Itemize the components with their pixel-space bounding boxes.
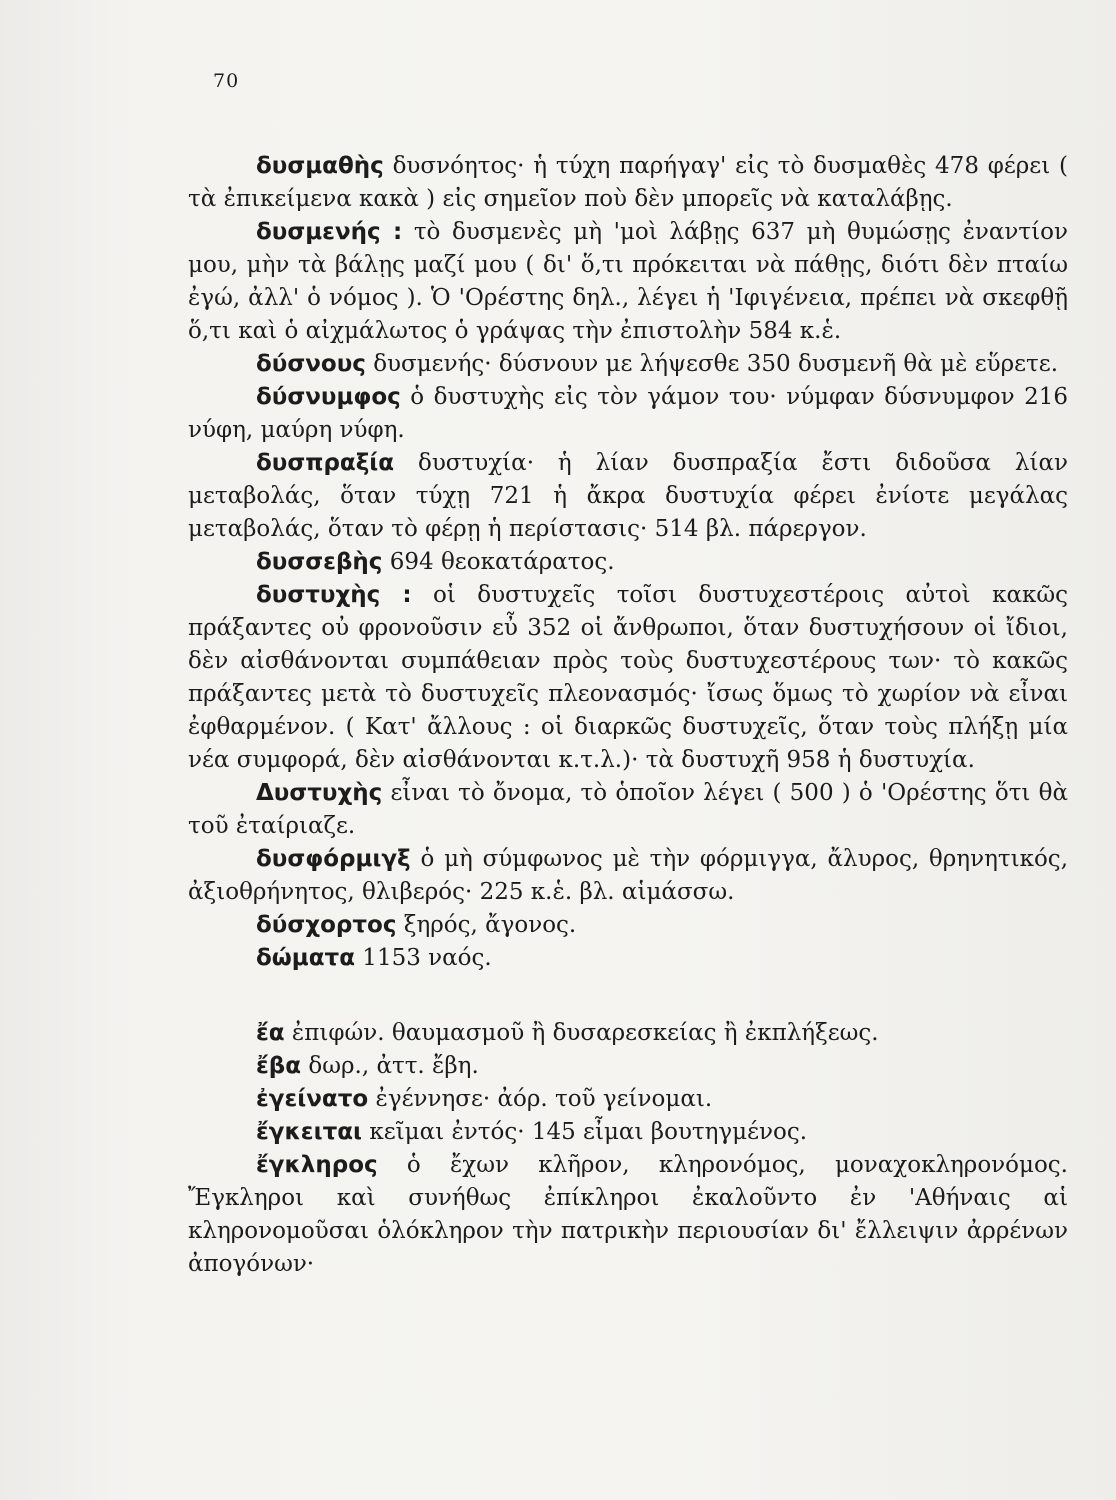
- definition: ἐγέννησε· ἀόρ. τοῦ γείνομαι.: [368, 1086, 713, 1112]
- entry-dysmenes: [188, 216, 1068, 348]
- headword: δυσμενής :: [256, 219, 403, 245]
- headword: δυσμαθὴς: [256, 153, 384, 179]
- headword: δυσσεβὴς: [256, 549, 383, 575]
- entry-ea: [188, 1017, 1068, 1050]
- entry-dysmathes: [188, 150, 1068, 216]
- headword: ἔγκειται: [256, 1119, 363, 1145]
- page-number: 70: [213, 70, 240, 92]
- entry-dyspraxia: [188, 447, 1068, 546]
- definition: 1153 ναός.: [355, 945, 492, 971]
- headword: δυστυχὴς :: [256, 582, 412, 608]
- entry-dysnous: [188, 348, 1068, 381]
- glossary-text: [188, 150, 1068, 1281]
- headword: δύσνυμφος: [256, 384, 401, 410]
- definition: δυστυχία· ἡ λίαν δυσπραξία ἔστι διδοῦσα λίαν μεταβολάς, ὅταν τύχῃ 721 ἡ ἄκρα δυστυχία φέρει ἐνίοτε μεγάλας μεταβολάς, ὅταν τὸ φέρῃ ἡ περίστασις· 514 βλ. πάρεργον.: [188, 450, 1068, 542]
- headword: δυσφόρμιγξ: [256, 846, 411, 872]
- entry-dystyches-name: [188, 777, 1068, 843]
- definition: ὁ μὴ σύμφωνος μὲ τὴν φόρμιγγα, ἄλυρος, θρηνητικός, ἀξιοθρήνητος, θλιβερός· 225 κ.ἑ. βλ. αἱμάσσω.: [188, 846, 1068, 905]
- entry-enkleros: [188, 1149, 1068, 1281]
- entry-eba: [188, 1050, 1068, 1083]
- headword: δύσχορτος: [256, 912, 397, 938]
- headword: δώματα: [256, 945, 355, 971]
- headword: ἐγείνατο: [256, 1086, 369, 1112]
- definition: ξηρός, ἄγονος.: [396, 912, 577, 938]
- entry-dysnymphos: [188, 381, 1068, 447]
- entry-dyssebes: [188, 546, 1068, 579]
- definition: κεῖμαι ἐντός· 145 εἶμαι βουτηγμένος.: [362, 1119, 808, 1145]
- entry-egeinato: [188, 1083, 1068, 1116]
- entry-dyschortos: [188, 909, 1068, 942]
- headword: Δυστυχὴς: [256, 780, 383, 806]
- entry-enkeitai: [188, 1116, 1068, 1149]
- definition: τὸ δυσμενὲς μὴ 'μοὶ λάβῃς 637 μὴ θυμώσῃς ἐναντίον μου, μὴν τὰ βάλῃς μαζί μου ( δι' ὅ,τι πρόκειται νὰ πάθῃς, διότι δὲν πταίω ἐγώ, ἀλλ' ὁ νόμος ). Ὁ 'Ορέστης δηλ., λέγει ἡ 'Ιφιγένεια, πρέπει νὰ σκεφθῇ ὅ,τι καὶ ὁ αἰχμάλωτος ὁ γράψας τὴν ἐπιστολὴν 584 κ.ἑ.: [188, 219, 1068, 344]
- headword: ἔγκληρος: [256, 1152, 378, 1178]
- section-gap: [188, 975, 1068, 1017]
- headword: δυσπραξία: [256, 450, 395, 476]
- entry-dysphormigx: [188, 843, 1068, 909]
- headword: ἔβα: [256, 1053, 302, 1079]
- definition: δυσνόητος· ἡ τύχη παρήγαγ' εἰς τὸ δυσμαθὲς 478 φέρει ( τὰ ἐπικείμενα κακὰ ) εἰς σημεῖον ποὺ δὲν μπορεῖς νὰ καταλάβῃς.: [188, 153, 1068, 212]
- definition: οἱ δυστυχεῖς τοῖσι δυστυχεστέροις αὐτοὶ κακῶς πράξαντες οὐ φρονοῦσιν εὖ 352 οἱ ἄνθρωποι, ὅταν δυστυχήσουν οἱ ἴδιοι, δὲν αἰσθάνονται συμπάθειαν πρὸς τοὺς δυστυχεστέρους των· τὸ κακῶς πράξαντες μετὰ τὸ δυστυχεῖς πλεονασμός· ἴσως ὅμως τὸ χωρίον νὰ εἶναι ἐφθαρμένον. ( Κατ' ἄλλους : οἱ διαρκῶς δυστυχεῖς, ὅταν τοὺς πλήξῃ μία νέα συμφορά, δὲν αἰσθάνονται κ.τ.λ.)· τὰ δυστυχῆ 958 ἡ δυστυχία.: [188, 582, 1068, 773]
- definition: ὁ δυστυχὴς εἰς τὸν γάμον του· νύμφαν δύσνυμφον 216 νύφη, μαύρη νύφη.: [188, 384, 1068, 443]
- definition: δωρ., ἀττ. ἔβη.: [301, 1053, 479, 1079]
- definition: ἐπιφών. θαυμασμοῦ ἢ δυσαρεσκείας ἢ ἐκπλήξεως.: [284, 1020, 879, 1046]
- entry-domata: [188, 942, 1068, 975]
- definition: 694 θεοκατάρατος.: [382, 549, 615, 575]
- definition: ὁ ἔχων κλῆρον, κληρονόμος, μοναχοκληρονόμος. Ἔγκληροι καὶ συνήθως ἐπίκληροι ἐκαλοῦντο ἐν 'Αθήναις αἱ κληρονομοῦσαι ὁλόκληρον τὴν πατρικὴν περιουσίαν δι' ἔλλειψιν ἀρρένων ἀπογόνων·: [188, 1152, 1068, 1277]
- entry-dystyches: [188, 579, 1068, 777]
- headword: ἔα: [256, 1020, 285, 1046]
- headword: δύσνους: [256, 351, 366, 377]
- definition: δυσμενής· δύσνουν με λήψεσθε 350 δυσμενῆ θὰ μὲ εὕρετε.: [365, 351, 1059, 377]
- definition: εἶναι τὸ ὄνομα, τὸ ὁποῖον λέγει ( 500 ) ὁ 'Ορέστης ὅτι θὰ τοῦ ἐταίριαζε.: [188, 780, 1068, 839]
